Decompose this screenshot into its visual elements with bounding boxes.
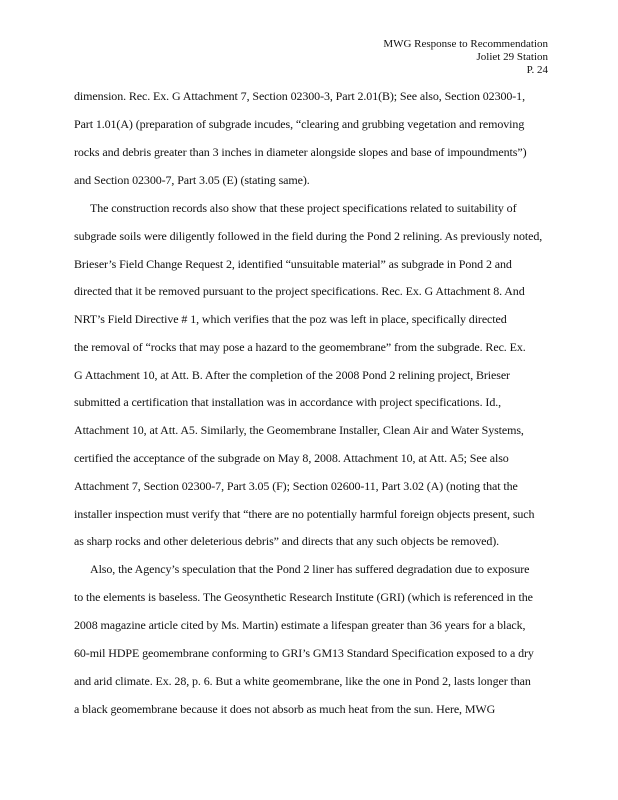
text-line: installer inspection must verify that “there are no potentially harmful foreign objects present, such <box>74 507 535 521</box>
text-line: Attachment 10, at Att. A5. Similarly, the Geomembrane Installer, Clean Air and Water Systems, <box>74 423 524 437</box>
text-line: Part 1.01(A) (preparation of subgrade incudes, “clearing and grubbing vegetation and removing <box>74 117 525 131</box>
text-line: to the elements is baseless. The Geosynthetic Research Institute (GRI) (which is referenced in the <box>74 590 533 604</box>
text-line: the removal of “rocks that may pose a hazard to the geomembrane” from the subgrade. Rec. Ex. <box>74 340 526 354</box>
text-line: directed that it be removed pursuant to the project specifications. Rec. Ex. G Attachment 8. And <box>74 284 525 298</box>
header-response-title: MWG Response to Recommendation <box>383 38 548 50</box>
text-line: Brieser’s Field Change Request 2, identified “unsuitable material” as subgrade in Pond 2 and <box>74 257 512 271</box>
text-line: a black geomembrane because it does not absorb as much heat from the sun. Here, MWG <box>74 702 496 716</box>
text-line: Attachment 7, Section 02300-7, Part 3.05 (F); Section 02600-11, Part 3.02 (A) (noting that the <box>74 479 518 493</box>
text-line: dimension. Rec. Ex. G Attachment 7, Section 02300-3, Part 2.01(B); See also, Section 02300-1, <box>74 89 525 103</box>
paragraph-start-line: The construction records also show that these project specifications related to suitability of <box>90 201 517 215</box>
text-line: certified the acceptance of the subgrade on May 8, 2008. Attachment 10, at Att. A5; See also <box>74 451 509 465</box>
text-line: and Section 02300-7, Part 3.05 (E) (stating same). <box>74 173 310 187</box>
header-page-number: P. 24 <box>526 64 548 76</box>
text-line: G Attachment 10, at Att. B. After the completion of the 2008 Pond 2 relining project, Brieser <box>74 368 510 382</box>
header-station-name: Joliet 29 Station <box>476 51 548 63</box>
text-line: rocks and debris greater than 3 inches in diameter alongside slopes and base of impoundments”) <box>74 145 527 159</box>
text-line: submitted a certification that installation was in accordance with project specifications. Id., <box>74 395 502 409</box>
text-line: subgrade soils were diligently followed in the field during the Pond 2 relining. As previously noted, <box>74 229 543 243</box>
text-line: 2008 magazine article cited by Ms. Martin) estimate a lifespan greater than 36 years for a black, <box>74 618 526 632</box>
text-line: and arid climate. Ex. 28, p. 6. But a white geomembrane, like the one in Pond 2, lasts longer than <box>74 674 531 688</box>
text-line: NRT’s Field Directive # 1, which verifies that the poz was left in place, specifically directed <box>74 312 507 326</box>
text-line: as sharp rocks and other deleterious debris” and directs that any such objects be removed). <box>74 534 500 548</box>
text-line: 60-mil HDPE geomembrane conforming to GRI’s GM13 Standard Specification exposed to a dry <box>74 646 534 660</box>
paragraph-start-line: Also, the Agency’s speculation that the Pond 2 liner has suffered degradation due to exposure <box>90 562 530 576</box>
